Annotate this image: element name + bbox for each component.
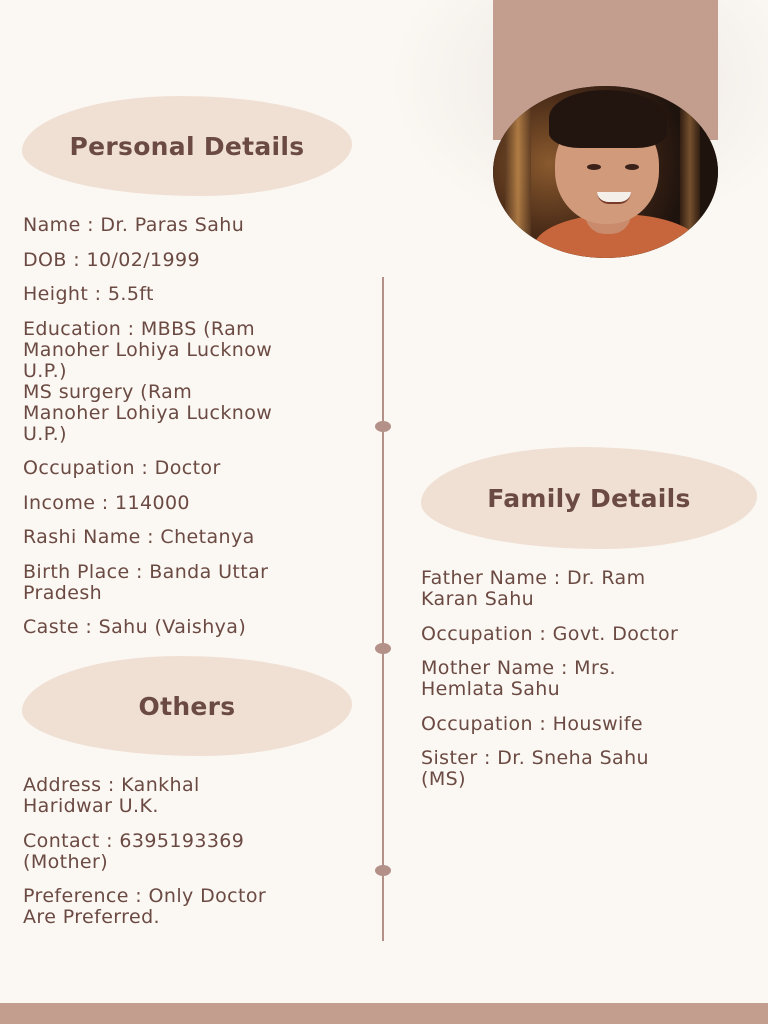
photo-pillar-left	[505, 86, 531, 258]
timeline-dot	[375, 421, 391, 432]
personal-dob: DOB : 10/02/1999	[23, 248, 201, 271]
personal-height: Height : 5.5ft	[23, 283, 154, 305]
others-title: Others	[138, 691, 236, 721]
profile-photo	[493, 86, 718, 258]
timeline-dot	[375, 643, 391, 654]
others-list	[23, 775, 358, 942]
timeline-dot	[375, 865, 391, 876]
family-mother-name: Mother Name : Mrs. Hemlata Sahu	[421, 657, 616, 700]
personal-birth-place: Birth Place : Banda Uttar Pradesh	[23, 560, 269, 604]
photo-eye-left	[587, 164, 601, 170]
personal-education: Education : MBBS (Ram Manoher Lohiya Lucknow U.P.) MS surgery (Ram Manoher Lohiya Lucknow U.P.)	[23, 317, 273, 445]
family-father-occupation: Occupation : Govt. Doctor	[421, 622, 679, 645]
others-header	[22, 656, 352, 756]
personal-name: Name : Dr. Paras Sahu	[23, 214, 245, 236]
footer-accent-bar	[0, 1003, 768, 1024]
personal-income: Income : 114000	[23, 491, 190, 514]
personal-details-header	[22, 96, 352, 196]
personal-occupation: Occupation : Doctor	[23, 457, 221, 479]
timeline-divider	[382, 277, 384, 941]
family-sister: Sister : Dr. Sneha Sahu (MS)	[421, 747, 649, 790]
family-details-list	[421, 568, 766, 804]
personal-rashi-name: Rashi Name : Chetanya	[23, 526, 255, 548]
family-details-title: Family Details	[487, 483, 691, 513]
family-details-header	[421, 447, 757, 549]
family-mother-occupation: Occupation : Houswife	[421, 712, 643, 735]
personal-caste: Caste : Sahu (Vaishya)	[23, 616, 247, 638]
personal-details-list	[23, 215, 358, 652]
others-contact: Contact : 6395193369 (Mother)	[23, 829, 245, 873]
photo-eye-right	[625, 164, 639, 170]
personal-details-title: Personal Details	[69, 131, 305, 161]
family-father-name: Father Name : Dr. Ram Karan Sahu	[421, 567, 646, 610]
others-address: Address : Kankhal Haridwar U.K.	[23, 774, 200, 817]
photo-hair	[549, 90, 667, 148]
others-preference: Preference : Only Doctor Are Preferred.	[23, 885, 267, 928]
